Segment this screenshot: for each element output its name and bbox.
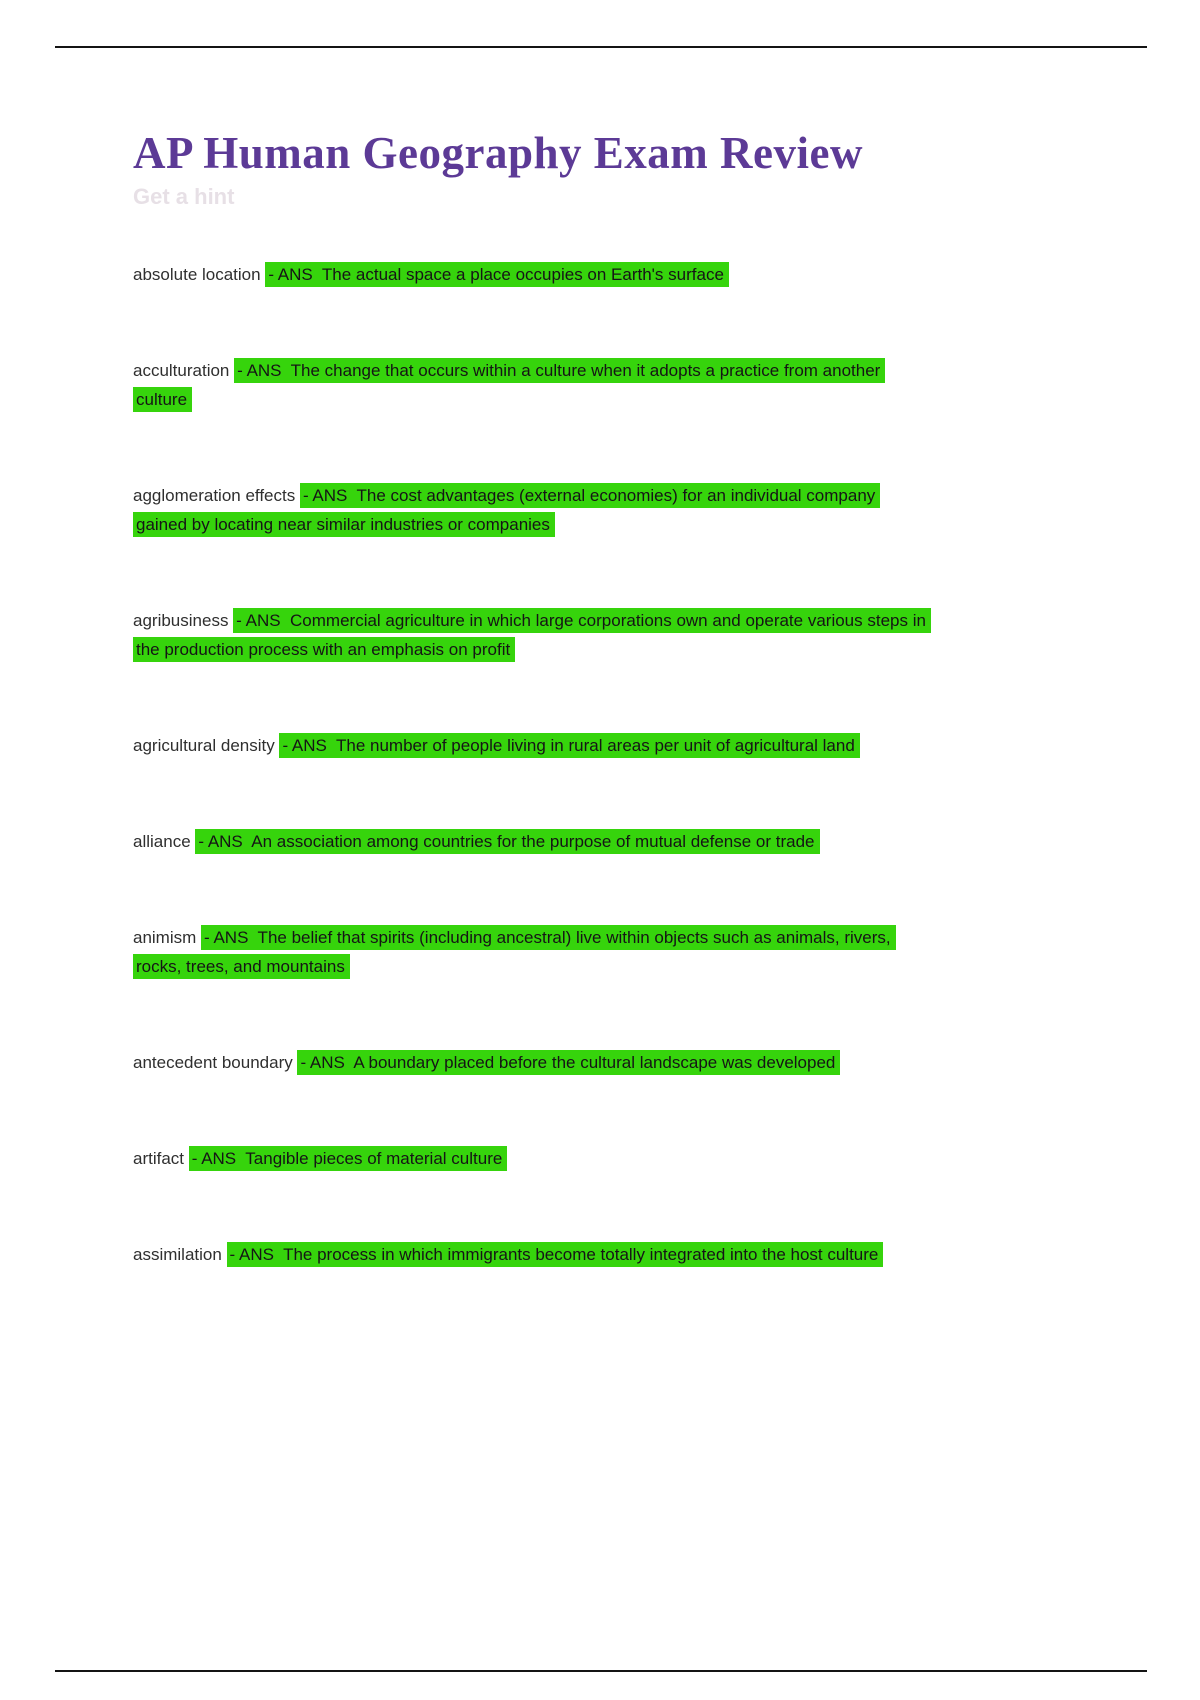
term-label: animism bbox=[133, 927, 202, 947]
answer-highlight: - ANS The process in which immigrants become totally integrated into the host culture bbox=[227, 1242, 884, 1267]
answer-highlight: - ANS A boundary placed before the cultural landscape was developed bbox=[297, 1050, 840, 1075]
answer-highlight: rocks, trees, and mountains bbox=[133, 954, 350, 979]
term-entry bbox=[133, 260, 1073, 289]
entry-line bbox=[133, 1144, 1073, 1173]
term-entry bbox=[133, 606, 1073, 664]
answer-highlight: gained by locating near similar industries or companies bbox=[133, 512, 555, 537]
entry-line bbox=[133, 952, 1073, 981]
answer-highlight: - ANS Tangible pieces of material culture bbox=[189, 1146, 508, 1171]
answer-highlight: - ANS The number of people living in rural areas per unit of agricultural land bbox=[279, 733, 859, 758]
term-entry bbox=[133, 1240, 1073, 1269]
term-label: agricultural density bbox=[133, 735, 280, 755]
term-entry bbox=[133, 923, 1073, 981]
term-label: agribusiness bbox=[133, 610, 234, 630]
term-label: artifact bbox=[133, 1148, 189, 1168]
entry-line bbox=[133, 260, 1073, 289]
answer-highlight: - ANS An association among countries for the purpose of mutual defense or trade bbox=[195, 829, 819, 854]
term-entry bbox=[133, 827, 1073, 856]
term-label: acculturation bbox=[133, 360, 235, 380]
term-label: agglomeration effects bbox=[133, 485, 300, 505]
term-label: antecedent boundary bbox=[133, 1052, 298, 1072]
term-label: alliance bbox=[133, 831, 196, 851]
term-entry bbox=[133, 481, 1073, 539]
answer-highlight: - ANS The change that occurs within a culture when it adopts a practice from another bbox=[234, 358, 885, 383]
document-content bbox=[133, 0, 1073, 1336]
term-entry bbox=[133, 1144, 1073, 1173]
entry-line bbox=[133, 827, 1073, 856]
entry-line bbox=[133, 385, 1073, 414]
bottom-rule bbox=[55, 1670, 1147, 1672]
term-label: assimilation bbox=[133, 1244, 227, 1264]
entry-line bbox=[133, 606, 1073, 635]
term-entry bbox=[133, 356, 1073, 414]
entry-line bbox=[133, 635, 1073, 664]
entry-line bbox=[133, 510, 1073, 539]
answer-highlight: culture bbox=[133, 387, 192, 412]
term-label: absolute location bbox=[133, 264, 266, 284]
term-entry bbox=[133, 731, 1073, 760]
term-list bbox=[133, 260, 1073, 1269]
answer-highlight: - ANS The belief that spirits (including ancestral) live within objects such as animals, rivers, bbox=[201, 925, 896, 950]
get-a-hint-link[interactable]: Get a hint bbox=[133, 183, 235, 209]
answer-highlight: - ANS The actual space a place occupies on Earth's surface bbox=[265, 262, 729, 287]
entry-line bbox=[133, 1048, 1073, 1077]
answer-highlight: the production process with an emphasis on profit bbox=[133, 637, 515, 662]
entry-line bbox=[133, 481, 1073, 510]
page-title: AP Human Geography Exam Review bbox=[133, 128, 863, 178]
answer-highlight: - ANS Commercial agriculture in which large corporations own and operate various steps in bbox=[233, 608, 931, 633]
entry-line bbox=[133, 356, 1073, 385]
entry-line bbox=[133, 1240, 1073, 1269]
answer-highlight: - ANS The cost advantages (external economies) for an individual company bbox=[300, 483, 880, 508]
term-entry bbox=[133, 1048, 1073, 1077]
entry-line bbox=[133, 923, 1073, 952]
entry-line bbox=[133, 731, 1073, 760]
